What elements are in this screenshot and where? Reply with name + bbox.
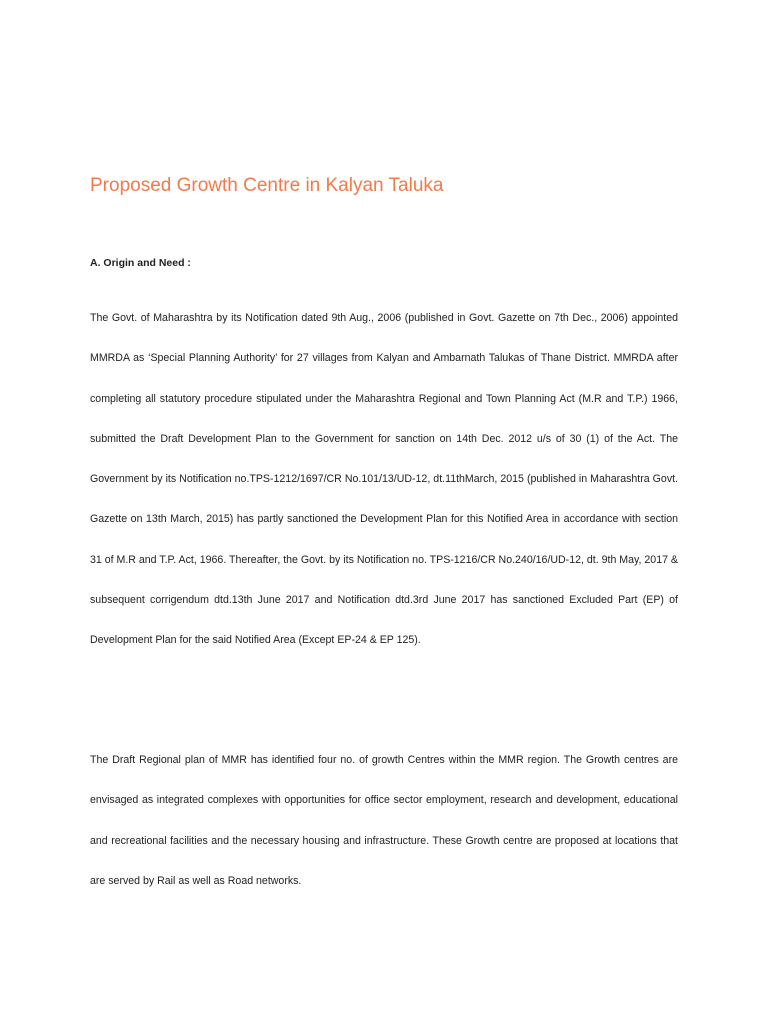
document-title: Proposed Growth Centre in Kalyan Taluka bbox=[90, 175, 444, 196]
section-heading: A. Origin and Need : bbox=[90, 257, 191, 269]
paragraph-growth-centres: The Draft Regional plan of MMR has identified four no. of growth Centres within the MMR region. The Growth centres are envisaged as integrated complexes with opportunities for office sector employment, research and development, educational and recreational facilities and the necessary housing and infrastructure. These Growth centre are proposed at locations that are served by Rail as well as Road networks. bbox=[90, 754, 678, 887]
paragraph-origin: The Govt. of Maharashtra by its Notification dated 9th Aug., 2006 (published in Govt. Gazette on 7th Dec., 2006) appointed MMRDA as ‘Special Planning Authority’ for 27 villages from Kalyan and Ambarnath Talukas of Thane District. MMRDA after completing all statutory procedure stipulated under the Maharashtra Regional and Town Planning Act (M.R and T.P.) 1966, submitted the Draft Development Plan to the Government for sanction on 14th Dec. 2012 u/s of 30 (1) of the Act. The Government by its Notification no.TPS-1212/1697/CR No.101/13/UD-12, dt.11thMarch, 2015 (published in Maharashtra Govt. Gazette on 13th March, 2015) has partly sanctioned the Development Plan for this Notified Area in accordance with section 31 of M.R and T.P. Act, 1966. Thereafter, the Govt. by its Notification no. TPS-1216/CR No.240/16/UD-12, dt. 9th May, 2017 & subsequent corrigendum dtd.13th June 2017 and Notification dtd.3rd June 2017 has sanctioned Excluded Part (EP) of Development Plan for the said Notified Area (Except EP-24 & EP 125). bbox=[90, 312, 678, 647]
